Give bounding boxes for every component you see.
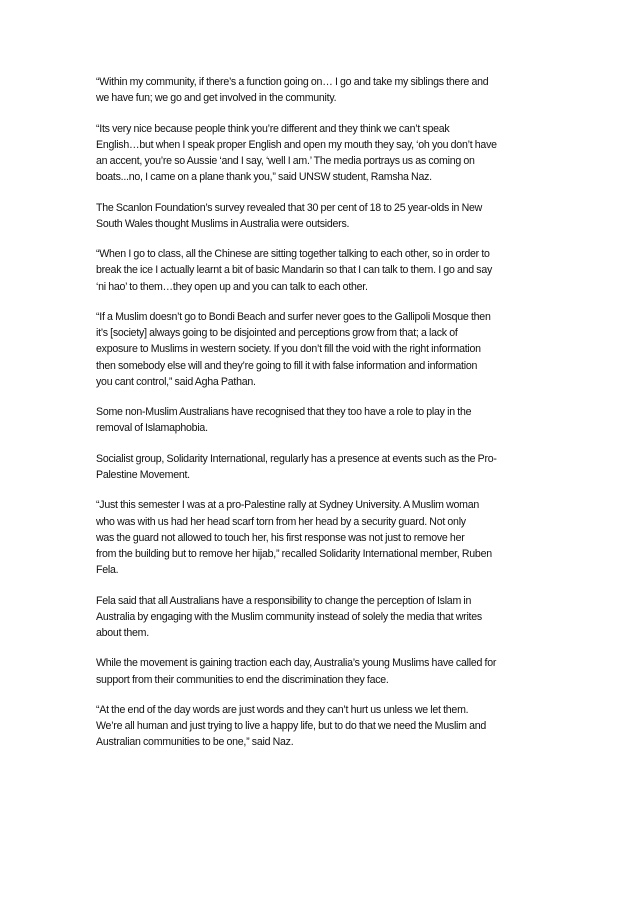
text-line: “If a Muslim doesn’t go to Bondi Beach and surfer never goes to the Gallipoli Mosque then: [96, 310, 491, 323]
text-line: boats...no, I came on a plane thank you,” said UNSW student, Ramsha Naz.: [96, 171, 432, 184]
paragraph: [96, 593, 542, 642]
text-line: ‘ni hao’ to them…they open up and you can talk to each other.: [96, 280, 368, 293]
text-line: about them.: [96, 626, 149, 639]
paragraph: [96, 451, 542, 483]
paragraph: [96, 309, 542, 390]
text-line: we have fun; we go and get involved in the community.: [96, 92, 337, 105]
text-line: “Its very nice because people think you’re different and they think we can’t speak: [96, 122, 450, 135]
text-line: “When I go to class, all the Chinese are sitting together talking to each other, so in order to: [96, 248, 490, 261]
text-line: you cant control,” said Agha Pathan.: [96, 375, 256, 388]
text-line: Australia by engaging with the Muslim community instead of solely the media that writes: [96, 610, 482, 623]
text-line: from the building but to remove her hijab,” recalled Solidarity International member, Ruben: [96, 547, 492, 560]
text-line: an accent, you’re so Aussie ‘and I say, ‘well I am.’ The media portrays us as coming on: [96, 155, 475, 167]
text-line: then somebody else will and they’re going to fill it with false information and information: [96, 359, 478, 372]
text-line: South Wales thought Muslims in Australia were outsiders.: [96, 217, 350, 230]
text-line: exposure to Muslims in western society. If you don’t fill the void with the right information: [96, 343, 481, 356]
text-line: it’s [society] always going to be disjointed and perceptions grow from that; a lack of: [96, 327, 458, 340]
text-line: “Within my community, if there’s a function going on… I go and take my siblings there and: [96, 76, 489, 88]
text-line: “Just this semester I was at a pro-Palestine rally at Sydney University. A Muslim woman: [96, 499, 480, 512]
text-line: break the ice I actually learnt a bit of basic Mandarin so that I can talk to them. I go and say: [96, 264, 493, 277]
paragraph: [96, 246, 542, 295]
text-line: We’re all human and just trying to live a happy life, but to do that we need the Muslim and: [96, 720, 487, 733]
text-line: English…but when I speak proper English and open my mouth they say, ‘oh you don’t have: [96, 138, 497, 151]
text-line: The Scanlon Foundation’s survey revealed that 30 per cent of 18 to 25 year-olds in New: [96, 201, 483, 214]
text-line: Australian communities to be one,” said Naz.: [96, 736, 294, 749]
text-line: Fela said that all Australians have a responsibility to change the perception of Islam in: [96, 594, 472, 607]
text-line: Fela.: [96, 564, 119, 577]
paragraph: [96, 200, 542, 232]
text-line: removal of Islamaphobia.: [96, 422, 208, 435]
text-line: “At the end of the day words are just words and they can’t hurt us unless we let them.: [96, 703, 469, 716]
paragraph: [96, 655, 542, 687]
text-line: Socialist group, Solidarity International, regularly has a presence at events such as the Pro-: [96, 452, 497, 465]
paragraph: [96, 404, 542, 436]
paragraph: [96, 497, 542, 578]
document-page: [96, 74, 542, 765]
text-line: who was with us had her head scarf torn from her head by a security guard. Not only: [96, 515, 466, 528]
text-line: Palestine Movement.: [96, 468, 190, 481]
paragraph: [96, 121, 542, 186]
text-line: support from their communities to end the discrimination they face.: [96, 673, 389, 686]
text-line: While the movement is gaining traction each day, Australia’s young Muslims have called for: [96, 657, 497, 670]
paragraph: [96, 702, 542, 751]
text-line: Some non-Muslim Australians have recognised that they too have a role to play in the: [96, 406, 472, 419]
text-line: was the guard not allowed to touch her, his first response was not just to remove her: [96, 531, 465, 544]
paragraph: [96, 74, 542, 106]
